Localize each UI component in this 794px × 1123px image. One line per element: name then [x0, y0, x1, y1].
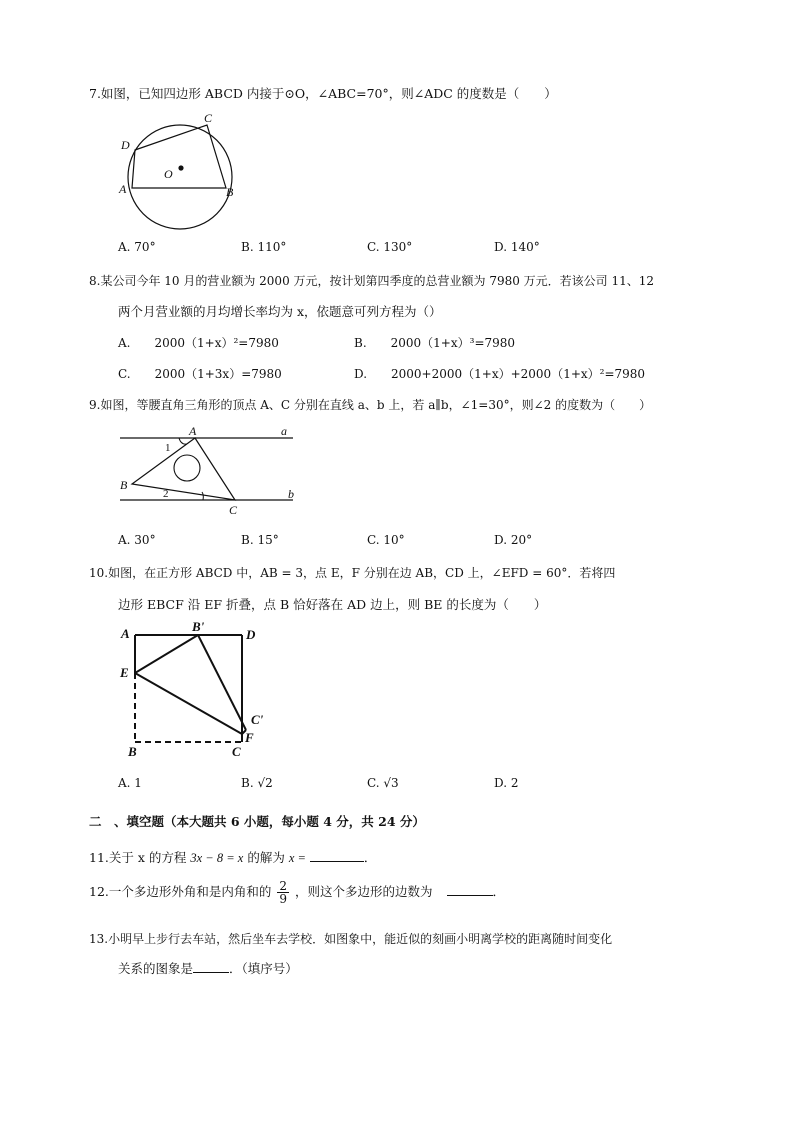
- q10-option-d: D. 2: [494, 776, 519, 790]
- q8-stem-line1: 8.某公司今年 10 月的营业额为 2000 万元，按计划第四季度的总营业额为 7980 万元．若该公司 11、12: [89, 274, 655, 288]
- q7-option-b: B. 110°: [241, 240, 287, 254]
- angle1-arc: [179, 438, 187, 444]
- label-B: B: [128, 744, 137, 759]
- q13-line2-prefix: 关系的图象是: [118, 961, 194, 976]
- q7-option-a: A. 70°: [118, 240, 156, 254]
- label-angle1: 1: [165, 442, 171, 454]
- q11-prefix: 11.关于 x 的方程: [89, 850, 187, 865]
- triangle-abc: [132, 438, 235, 500]
- q11-answer-blank[interactable]: [310, 860, 364, 862]
- q13-answer-blank[interactable]: [193, 971, 229, 973]
- label-B-prime: B': [192, 619, 205, 634]
- q12-line: [89, 880, 505, 905]
- label-C: C: [232, 744, 241, 759]
- inner-circle: [174, 455, 200, 481]
- label-A: A: [121, 626, 130, 641]
- label-D: D: [246, 627, 256, 642]
- q9-stem: 9.如图，等腰直角三角形的顶点 A、C 分别在直线 a、b 上，若 a∥b，∠1=30°，则∠2 的度数为（ ）: [89, 398, 652, 412]
- q11-suffix: ．: [363, 850, 377, 865]
- label-A: A: [119, 182, 127, 196]
- q8-option-d: D. 2000+2000（1+x）+2000（1+x）²=7980: [354, 367, 646, 381]
- label-angle2: 2: [163, 488, 169, 500]
- q10-option-c: C. √3: [367, 776, 399, 790]
- q11-equation: 3x − 8 = x: [190, 851, 244, 865]
- q12-fraction-numerator: 2: [279, 879, 288, 893]
- label-A: A: [189, 424, 197, 438]
- q12-fraction-denominator: 9: [279, 892, 288, 906]
- q11-answer-lhs: x =: [288, 851, 306, 865]
- label-O: O: [164, 167, 173, 181]
- label-C-prime: C': [251, 712, 264, 727]
- q7-stem: 7.如图，已知四边形 ABCD 内接于⊙O，∠ABC=70°，则∠ADC 的度数是（ ）: [89, 86, 557, 101]
- q13-line2-suffix: ．（填序号）: [229, 961, 298, 976]
- q8-option-a: A. 2000（1+x）²=7980: [118, 336, 279, 350]
- line-eb-prime: [135, 635, 198, 673]
- q13-stem-line1: 13.小明早上步行去车站，然后坐车去学校．如图象中，能近似的刻画小明离学校的距离随时间变化: [89, 932, 613, 946]
- label-b: b: [288, 487, 294, 501]
- q7-option-d: D. 140°: [494, 240, 540, 254]
- q13-stem-line2: [118, 959, 298, 977]
- q10-option-a: A. 1: [118, 776, 142, 790]
- q9-option-b: B. 15°: [241, 533, 279, 547]
- center-dot: [178, 165, 183, 170]
- q8-option-b: B. 2000（1+x）³=7980: [354, 336, 516, 350]
- q7-figure: [110, 110, 250, 235]
- q12-prefix: 12.一个多边形外角和是内角和的: [89, 884, 272, 899]
- label-F: F: [245, 730, 254, 745]
- label-B: B: [226, 185, 234, 199]
- q8-stem-line2: 两个月营业额的月均增长率均为 x，依题意可列方程为（）: [118, 304, 442, 319]
- q9-option-a: A. 30°: [118, 533, 156, 547]
- q12-answer-blank[interactable]: [447, 894, 493, 896]
- fold-line-ef: [135, 673, 242, 734]
- q12-middle: ，则这个多边形的边数为: [295, 884, 433, 899]
- q9-figure: [115, 422, 305, 520]
- label-a: a: [281, 424, 287, 438]
- q10-figure: [118, 620, 278, 765]
- label-E: E: [120, 665, 129, 680]
- q12-fraction: [277, 880, 289, 905]
- circumcircle: [128, 125, 232, 229]
- quadrilateral-abcd: [132, 125, 226, 188]
- q10-stem-line2: 边形 EBCF 沿 EF 折叠，点 B 恰好落在 AD 边上，则 BE 的长度为（ ）: [118, 597, 547, 612]
- label-C: C: [204, 111, 213, 125]
- section2-title: 二 、填空题（本大题共 6 小题，每小题 4 分，共 24 分）: [89, 814, 425, 829]
- q9-option-d: D. 20°: [494, 533, 533, 547]
- q11-line: [89, 848, 376, 866]
- angle2-arc: [202, 492, 203, 500]
- q11-middle: 的解为: [247, 850, 285, 865]
- label-C: C: [229, 503, 238, 517]
- q8-option-c: C. 2000（1+3x）=7980: [118, 367, 282, 381]
- q10-option-b: B. √2: [241, 776, 273, 790]
- q7-option-c: C. 130°: [367, 240, 413, 254]
- label-B: B: [120, 478, 128, 492]
- q12-suffix: ．: [492, 884, 506, 899]
- line-b-prime-c-prime: [198, 635, 246, 730]
- q10-stem-line1: 10.如图，在正方形 ABCD 中，AB = 3，点 E，F 分别在边 AB，CD 上，∠EFD = 60°．若将四: [89, 566, 616, 580]
- label-D: D: [121, 138, 130, 152]
- q9-option-c: C. 10°: [367, 533, 405, 547]
